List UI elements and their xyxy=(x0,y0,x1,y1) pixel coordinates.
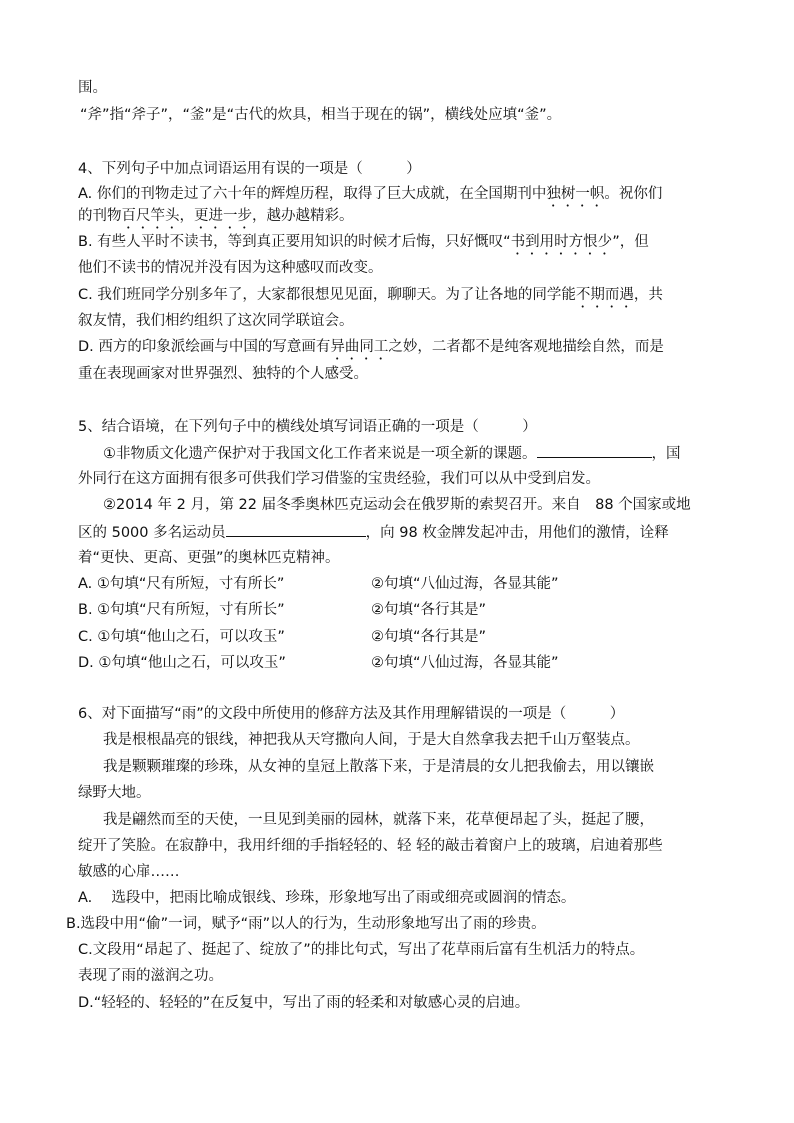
q5-p1-text-post: ，国 xyxy=(651,446,681,462)
q5-p2-text-3: 着“更快、更高、更强”的奥林匹克精神。 xyxy=(78,550,340,566)
q5-option-a xyxy=(78,574,284,594)
q4-option-b-line-2 xyxy=(78,258,383,278)
q5-option-a-right-text: ②句填“八仙过海，各显其能” xyxy=(371,576,559,592)
q4-d-term: 异曲同工 xyxy=(330,339,389,355)
q6-stem xyxy=(78,704,624,724)
q4-b-text-2: 他们不读书的情况并没有因为这种感叹而改变。 xyxy=(78,260,383,276)
q6-option-a-text: A. 选段中，把雨比喻成银线、珍珠，形象地写出了雨或细亮或圆润的情态。 xyxy=(78,890,576,906)
q4-a-text-2: 的刊物 xyxy=(78,208,122,224)
intro-line-1 xyxy=(78,78,107,98)
q4-d-text: D. 西方的印象派绘画与中国的写意画有 xyxy=(78,339,331,355)
q5-option-b-right-text: ②句填“各行其是” xyxy=(371,602,487,618)
q5-passage-1-line-1 xyxy=(103,443,681,464)
q4-b-text-post: ”，但 xyxy=(612,234,649,250)
q4-option-c-line-2 xyxy=(78,311,354,331)
q4-c-text-post: ，共 xyxy=(633,287,663,303)
q6-p3-text-3: 敏感的心扉…… xyxy=(78,864,180,880)
q5-p2-text: ②2014 年 2 月，第 22 届冬季奥林匹克运动会在俄罗斯的索契召开。来自 88 个国家或地 xyxy=(103,497,691,513)
q6-option-c-line-2 xyxy=(78,966,223,986)
q5-option-d-right xyxy=(371,653,559,673)
q5-p2-text-2: 区的 5000 多名运动员 xyxy=(78,525,226,541)
q4-option-a-line-2 xyxy=(78,206,354,232)
q5-option-d-right-text: ②句填“八仙过海，各显其能” xyxy=(371,655,559,671)
q4-option-d-line-2 xyxy=(78,364,368,384)
q4-b-text: B. 有些人平时不读书，等到真正要用知识的时候才后悔，只好慨叹“ xyxy=(78,234,511,250)
q6-option-d-text: D.“轻轻的、轻轻的”在反复中，写出了雨的轻柔和对敏感心灵的启迪。 xyxy=(78,995,530,1011)
q6-option-d xyxy=(78,993,529,1013)
q5-passage-2-line-2 xyxy=(78,522,669,543)
q4-stem-text: 4、下列句子中加点词语运用有误的一项是（ ） xyxy=(78,161,421,177)
q5-blank-1 xyxy=(537,443,652,458)
q6-p1-text: 我是根根晶亮的银线，神把我从天穹撒向人间，于是大自然拿我去把千山万壑装点。 xyxy=(103,732,640,748)
q4-a-text-2-post: ，越办越精彩。 xyxy=(252,208,354,224)
q6-passage-line-2 xyxy=(103,757,654,777)
q6-option-c-line-1 xyxy=(78,940,644,960)
q5-option-b-right xyxy=(371,600,486,620)
q5-stem xyxy=(78,417,537,437)
q5-p1-text-2: 外同行在这方面拥有很多可供我们学习借鉴的宝贵经验，我们可以从中受到启发。 xyxy=(78,471,600,487)
q6-option-c-text: C.文段用“昂起了、挺起了、绽放了”的排比句式，写出了花草雨后富有生机活力的特点。 xyxy=(78,942,645,958)
q5-blank-2 xyxy=(226,522,366,537)
intro-line-2 xyxy=(80,105,561,125)
q4-a-text-post: 。祝你们 xyxy=(604,186,663,202)
q6-passage-line-6 xyxy=(78,862,180,882)
q5-stem-text: 5、结合语境，在下列句子中的横线处填写词语正确的一项是（ ） xyxy=(78,419,537,435)
q4-d-text-2: 重在表现画家对世界强烈、独特的个人感受。 xyxy=(78,366,368,382)
q6-p3-text-2: 绽开了笑脸。在寂静中，我用纤细的手指轻轻的、轻 轻的敲击着窗户上的玻璃，启迪着那些 xyxy=(78,838,663,854)
q4-d-text-post: 之妙，二者都不是纯客观地描绘自然，而是 xyxy=(388,339,664,355)
q4-a-text: A. 你们的刊物走过了六十年的辉煌历程，取得了巨大成就，在全国期刊中 xyxy=(78,186,547,202)
q6-option-c-text-2: 表现了雨的滋润之功。 xyxy=(78,968,223,984)
q6-passage-line-1 xyxy=(103,730,640,750)
q4-c-text: C. 我们班同学分别多年了，大家都很想见见面，聊聊天。为了让各地的同学能 xyxy=(78,287,576,303)
q4-b-term: 书到用时方恨少 xyxy=(510,234,613,250)
q6-option-b xyxy=(66,914,546,934)
q4-option-b-line-1 xyxy=(78,232,649,258)
q6-stem-text: 6、对下面描写“雨”的文段中所使用的修辞方法及其作用理解错误的一项是（ ） xyxy=(78,706,625,722)
q4-a-term-2: 百尺竿头，更进一步 xyxy=(121,208,252,224)
q5-passage-1-line-2 xyxy=(78,469,600,489)
q4-a-term-1: 独树一帜 xyxy=(546,186,605,202)
q5-passage-2-line-1 xyxy=(103,495,691,515)
q5-option-c-right xyxy=(371,627,486,647)
intro-text-2: “斧”指“斧子”，“釜”是“古代的炊具，相当于现在的锅”，横线处应填“釜”。 xyxy=(80,107,562,123)
q5-p1-text: ①非物质文化遗产保护对于我国文化工作者来说是一项全新的课题。 xyxy=(103,446,537,462)
intro-text-1: 围。 xyxy=(78,80,107,96)
q4-stem xyxy=(78,159,421,179)
q5-option-c xyxy=(78,627,285,647)
q6-passage-line-4 xyxy=(103,810,654,830)
q4-option-d-line-1 xyxy=(78,337,664,363)
q6-option-a xyxy=(78,888,575,908)
q6-passage-line-3 xyxy=(78,783,151,803)
q5-option-a-left: A. ①句填“尺有所短，寸有所长” xyxy=(78,576,285,592)
q5-option-b-left: B. ①句填“尺有所短，寸有所长” xyxy=(78,602,285,618)
q4-c-text-2: 叙友情，我们相约组织了这次同学联谊会。 xyxy=(78,313,354,329)
q5-option-d-left: D. ①句填“他山之石，可以攻玉” xyxy=(78,655,286,671)
q6-p3-text: 我是翩然而至的天使，一旦见到美丽的园林，就落下来，花草便昂起了头，挺起了腰， xyxy=(103,812,654,828)
q4-option-c-line-1 xyxy=(78,285,663,311)
q5-option-c-right-text: ②句填“各行其是” xyxy=(371,629,487,645)
q4-c-term: 不期而遇 xyxy=(575,287,634,303)
q6-option-b-text: B.选段中用“偷”一词，赋予“雨”以人的行为，生动形象地写出了雨的珍贵。 xyxy=(66,916,546,932)
q5-passage-2-line-3 xyxy=(78,548,340,568)
q5-option-c-left: C. ①句填“他山之石，可以攻玉” xyxy=(78,629,285,645)
q5-option-d xyxy=(78,653,286,673)
q5-p2-text-2-post: ，向 98 枚金牌发起冲击，用他们的激情，诠释 xyxy=(365,525,669,541)
q6-p2-text-2: 绿野大地。 xyxy=(78,785,151,801)
q6-p2-text: 我是颗颗璀璨的珍珠，从女神的皇冠上散落下来，于是清晨的女儿把我偷去，用以镶嵌 xyxy=(103,759,654,775)
q6-passage-line-5 xyxy=(78,836,663,856)
q5-option-a-right xyxy=(371,574,559,594)
q5-option-b xyxy=(78,600,285,620)
